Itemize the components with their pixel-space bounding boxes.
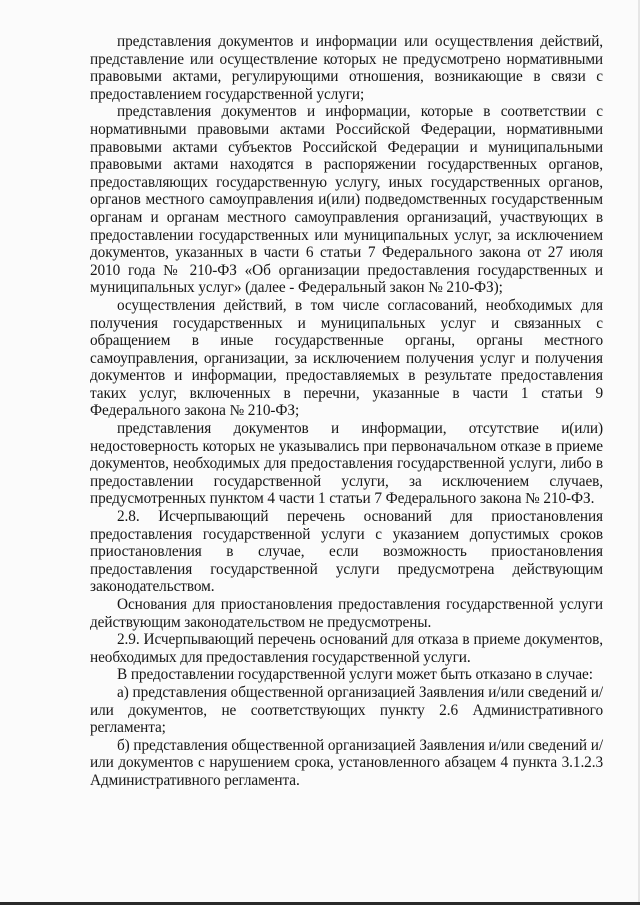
paragraph-unreliable-documents: представления документов и информации, отсутствие и(или) недостоверность которых не указывались при первоначальном отказе в приеме документов, необходимых для предоставления государственной услуги, либо в предоставлении государственной услуги, за исключением случаев, предусмотренных пунктом 4 части 1 статьи 7 Федерального закона № 210-ФЗ. bbox=[90, 420, 603, 508]
section-2-9-heading: 2.9. Исчерпывающий перечень оснований для отказа в приеме документов, необходимых для предоставления государственной услуги. bbox=[90, 631, 603, 666]
document-body bbox=[90, 33, 603, 790]
paragraph-refusal-b: б) представления общественной организацией Заявления и/или сведений и/или документов с нарушением срока, установленного абзацем 4 пункта 3.1.2.3 Административного регламента. bbox=[90, 736, 603, 789]
section-2-8-heading: 2.8. Исчерпывающий перечень оснований для приостановления предоставления государственной услуги с указанием допустимых сроков приостановления в случае, если возможность приостановления предоставления государственной услуги предусмотрена действующим законодательством. bbox=[90, 508, 603, 596]
paragraph-refusal-intro: В предоставлении государственной услуги может быть отказано в случае: bbox=[117, 666, 593, 684]
paragraph-refusal-a: а) представления общественной организацией Заявления и/или сведений и/или документов, не соответствующих пункту 2.6 Административного регламента; bbox=[90, 683, 603, 737]
paragraph-documents-not-required: представления документов и информации или осуществления действий, представление или осуществление которых не предусмотрено нормативными правовыми актами, регулирующими отношения, возникающие в связи с предоставлением государственной услуги; bbox=[90, 33, 603, 103]
paragraph-suspension-grounds: Основания для приостановления предоставления государственной услуги действующим законодательством не предусмотрены. bbox=[90, 596, 603, 631]
paragraph-documents-in-possession: представления документов и информации, которые в соответствии с нормативными правовыми актами Российской Федерации, нормативными правовыми актами субъектов Российской Федерации и муниципальными правовыми актами находятся в распоряжении государственных органов, предоставляющих государственную услугу, иных государственных органов, органов местного самоуправления и(или) подведомственных государственным органам и органам местного самоуправления организаций, участвующих в предоставлении государственных или муниципальных услуг, за исключением документов, указанных в части 6 статьи 7 Федерального закона от 27 июля 2010 года № 210-ФЗ «Об организации предоставления государственных и муниципальных услуг» (далее - Федеральный закон № 210-ФЗ); bbox=[90, 103, 603, 297]
paragraph-actions-approvals: осуществления действий, в том числе согласований, необходимых для получения государственных и муниципальных услуг и связанных с обращением в иные государственные органы, органы местного самоуправления, организации, за исключением получения услуг и получения документов и информации, предоставляемых в результате предоставления таких услуг, включенных в перечни, указанные в части 1 статьи 9 Федерального закона № 210-ФЗ; bbox=[90, 296, 603, 420]
